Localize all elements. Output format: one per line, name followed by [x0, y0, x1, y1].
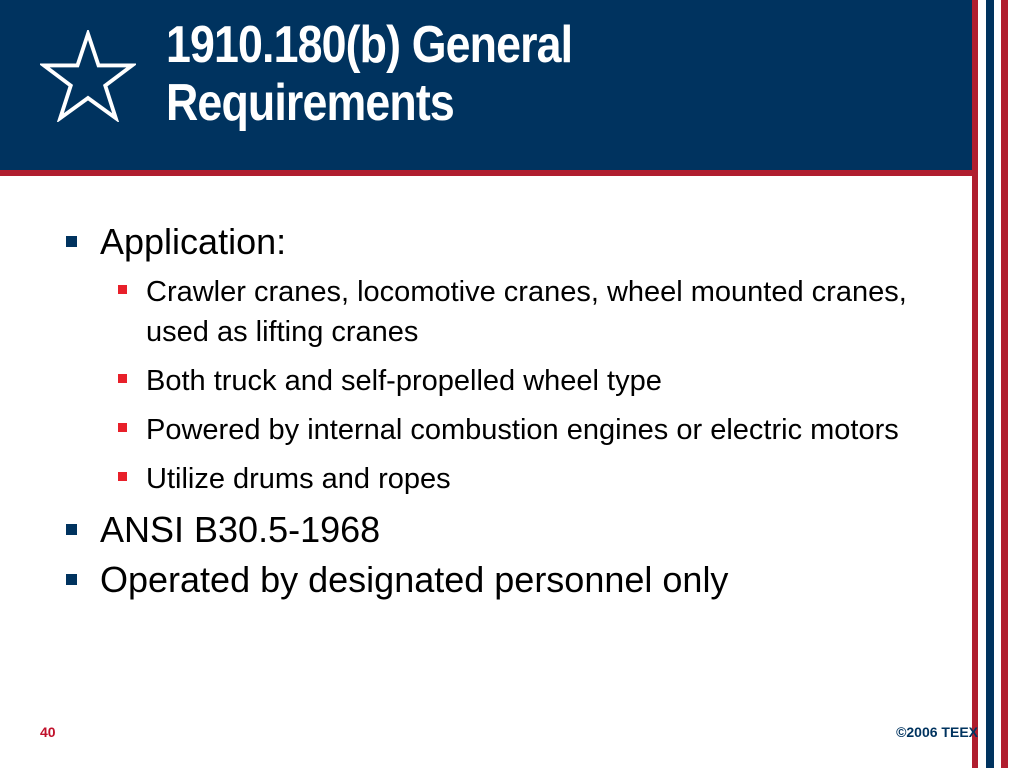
side-stripe-red: [1001, 0, 1008, 768]
copyright-notice: ©2006 TEEX: [896, 724, 978, 740]
sub-bullet-list: [62, 272, 962, 499]
side-stripe-white: [994, 0, 1001, 768]
sub-bullet-item: [62, 410, 962, 450]
sub-bullet-text: Utilize drums and ropes: [146, 463, 451, 495]
sub-bullet-item: [62, 361, 962, 401]
bullet-item: [62, 220, 962, 264]
square-bullet-icon: [66, 236, 77, 247]
sub-bullet-text: Powered by internal combustion engines or electric motors: [146, 414, 899, 446]
side-stripe-white: [978, 0, 986, 768]
side-stripe-blue: [986, 0, 994, 768]
slide-title: [166, 16, 845, 132]
side-stripe-white: [1008, 0, 1024, 768]
square-bullet-icon: [118, 374, 127, 383]
sub-bullet-text: Crawler cranes, locomotive cranes, wheel mounted cranes, used as lifting cranes: [146, 276, 907, 348]
star-outline-icon: [40, 30, 136, 122]
bullet-text: Application:: [100, 221, 287, 262]
square-bullet-icon: [118, 472, 127, 481]
sub-bullet-item: [62, 459, 962, 499]
slide-title-line: Requirements: [166, 74, 454, 132]
square-bullet-icon: [118, 285, 127, 294]
bullet-item: [62, 508, 962, 552]
sub-bullet-text: Both truck and self-propelled wheel type: [146, 365, 662, 397]
slide-title-line: 1910.180(b) General: [166, 16, 573, 74]
page-number: 40: [40, 724, 56, 740]
title-banner-rule: [0, 170, 972, 176]
sub-bullet-item: [62, 272, 962, 352]
bullet-item: [62, 558, 962, 602]
bullet-text: Operated by designated personnel only: [100, 559, 729, 600]
bullet-list: [62, 220, 962, 608]
square-bullet-icon: [66, 574, 77, 585]
square-bullet-icon: [118, 423, 127, 432]
square-bullet-icon: [66, 524, 77, 535]
bullet-text: ANSI B30.5-1968: [100, 509, 381, 550]
